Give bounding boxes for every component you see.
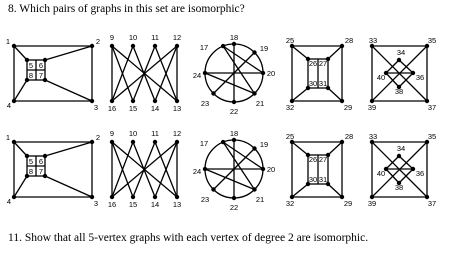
vertex xyxy=(397,154,401,158)
edge xyxy=(328,46,342,59)
vertex-label: 23 xyxy=(200,195,210,204)
edge xyxy=(14,46,27,60)
vertex xyxy=(203,71,207,75)
vertex-label: 14 xyxy=(150,104,160,113)
vertex xyxy=(153,44,157,48)
vertex xyxy=(43,78,47,82)
vertex xyxy=(175,44,179,48)
vertex xyxy=(43,154,47,158)
vertex xyxy=(131,99,135,103)
vertex xyxy=(131,140,135,144)
vertex xyxy=(175,140,179,144)
edge xyxy=(14,80,27,101)
vertex-label: 38 xyxy=(394,183,404,192)
vertex xyxy=(131,44,135,48)
vertex xyxy=(411,167,415,171)
vertex xyxy=(12,99,16,103)
vertex-label: 34 xyxy=(396,144,406,153)
vertex-label: 23 xyxy=(200,99,210,108)
vertex xyxy=(12,195,16,199)
vertex-label: 39 xyxy=(367,199,377,208)
vertex-label: 13 xyxy=(172,104,182,113)
vertex-label: 9 xyxy=(109,33,115,42)
vertex-label: 34 xyxy=(396,48,406,57)
vertex xyxy=(90,140,94,144)
vertex-label: 17 xyxy=(199,139,209,148)
graph-3 xyxy=(193,33,275,116)
vertex-label: 21 xyxy=(255,99,265,108)
edge xyxy=(45,176,92,197)
graph-5 xyxy=(368,36,436,112)
vertex xyxy=(12,44,16,48)
vertex-label: 22 xyxy=(229,203,239,212)
vertex xyxy=(221,140,225,144)
vertex xyxy=(12,140,16,144)
vertex xyxy=(110,44,114,48)
edge xyxy=(292,88,308,101)
graph-4 xyxy=(286,132,353,208)
vertex-label: 29 xyxy=(343,103,353,112)
vertex-label: 25 xyxy=(285,36,295,45)
vertex-label: 13 xyxy=(172,200,182,209)
vertex-label: 2 xyxy=(95,133,101,142)
vertex-label: 2 xyxy=(95,37,101,46)
edge xyxy=(223,142,263,169)
vertex-label: 30 xyxy=(308,175,318,184)
vertex xyxy=(203,167,207,171)
vertex xyxy=(261,71,265,75)
vertex xyxy=(110,195,114,199)
vertex xyxy=(261,167,265,171)
vertex-label: 31 xyxy=(318,175,328,184)
vertex xyxy=(211,91,215,95)
vertex-label: 31 xyxy=(318,79,328,88)
vertex xyxy=(340,140,344,144)
vertex xyxy=(175,99,179,103)
vertex-label: 19 xyxy=(259,44,269,53)
vertex-label: 10 xyxy=(128,129,138,138)
vertex-label: 39 xyxy=(367,103,377,112)
vertex xyxy=(110,99,114,103)
vertex-label: 4 xyxy=(6,197,12,206)
vertex-label: 35 xyxy=(427,36,437,45)
vertex xyxy=(252,50,256,54)
vertex-label: 1 xyxy=(5,37,11,46)
vertex-label: 35 xyxy=(427,132,437,141)
edge xyxy=(45,46,92,60)
vertex xyxy=(232,100,236,104)
vertex xyxy=(131,195,135,199)
vertex-label: 27 xyxy=(318,59,328,68)
vertex-label: 9 xyxy=(109,129,115,138)
vertex-label: 16 xyxy=(107,200,117,209)
question-11: 11. Show that all 5-vertex graphs with each vertex of degree 2 are isomorphic. xyxy=(8,232,369,244)
graph-1 xyxy=(6,133,100,208)
vertex xyxy=(340,44,344,48)
vertex-label: 8 xyxy=(28,71,34,80)
graph-1 xyxy=(6,37,100,112)
vertex-label: 40 xyxy=(376,169,386,178)
vertex-label: 29 xyxy=(343,199,353,208)
vertex-label: 32 xyxy=(285,103,295,112)
graph-4 xyxy=(286,36,353,112)
vertex-label: 18 xyxy=(229,33,239,42)
vertex-label: 26 xyxy=(308,155,318,164)
graph-3 xyxy=(193,129,275,212)
vertex-label: 3 xyxy=(93,103,99,112)
vertex xyxy=(252,91,256,95)
vertex-label: 32 xyxy=(285,199,295,208)
edge xyxy=(292,46,308,59)
vertex xyxy=(153,99,157,103)
vertex-label: 14 xyxy=(150,200,160,209)
vertex-label: 6 xyxy=(38,61,44,70)
edge xyxy=(328,184,342,197)
question-8: 8. Which pairs of graphs in this set are isomorphic? xyxy=(8,3,245,15)
vertex-label: 12 xyxy=(172,129,182,138)
edge xyxy=(14,142,27,156)
vertex-label: 3 xyxy=(93,199,99,208)
vertex-label: 20 xyxy=(266,165,276,174)
vertex-label: 40 xyxy=(376,73,386,82)
vertex-label: 18 xyxy=(229,129,239,138)
edge xyxy=(45,142,92,156)
vertex xyxy=(43,174,47,178)
vertex xyxy=(397,58,401,62)
vertex-label: 6 xyxy=(38,157,44,166)
vertex-label: 7 xyxy=(38,167,44,176)
vertex-label: 28 xyxy=(344,132,354,141)
vertex-label: 15 xyxy=(128,104,138,113)
vertex-label: 12 xyxy=(172,33,182,42)
edge xyxy=(328,88,342,101)
vertex-label: 20 xyxy=(266,69,276,78)
vertex-label: 1 xyxy=(5,133,11,142)
vertex-label: 11 xyxy=(151,33,159,42)
vertex xyxy=(110,140,114,144)
vertex-label: 26 xyxy=(308,59,318,68)
vertex-label: 11 xyxy=(151,129,159,138)
vertex xyxy=(252,187,256,191)
vertex-label: 37 xyxy=(427,103,437,112)
vertex-label: 33 xyxy=(368,132,378,141)
vertex-label: 16 xyxy=(107,104,117,113)
vertex-label: 27 xyxy=(318,155,328,164)
vertex xyxy=(43,58,47,62)
vertex-label: 8 xyxy=(28,167,34,176)
vertex-label: 17 xyxy=(199,43,209,52)
vertex-label: 4 xyxy=(6,101,12,110)
edge xyxy=(292,142,308,155)
vertex-label: 22 xyxy=(229,107,239,116)
vertex-label: 30 xyxy=(308,79,318,88)
vertex xyxy=(153,195,157,199)
graph-2 xyxy=(108,129,181,209)
vertex xyxy=(232,42,236,46)
vertex-label: 15 xyxy=(128,200,138,209)
edge xyxy=(328,142,342,155)
vertex xyxy=(221,44,225,48)
edge xyxy=(45,80,92,101)
vertex-label: 36 xyxy=(415,73,425,82)
vertex-label: 21 xyxy=(255,195,265,204)
vertex-label: 5 xyxy=(28,157,34,166)
edge xyxy=(292,184,308,197)
vertex xyxy=(90,44,94,48)
vertex xyxy=(232,196,236,200)
vertex-label: 5 xyxy=(28,61,34,70)
vertex-label: 19 xyxy=(259,140,269,149)
vertex-label: 24 xyxy=(192,167,202,176)
vertex-label: 38 xyxy=(394,87,404,96)
vertex-label: 24 xyxy=(192,71,202,80)
graph-2 xyxy=(108,33,181,113)
edge xyxy=(223,46,263,73)
vertex xyxy=(232,138,236,142)
vertex xyxy=(175,195,179,199)
vertex-label: 36 xyxy=(415,169,425,178)
vertex xyxy=(153,140,157,144)
vertex-label: 25 xyxy=(285,132,295,141)
vertex xyxy=(252,146,256,150)
vertex-label: 28 xyxy=(344,36,354,45)
graph-5 xyxy=(368,132,436,208)
vertex-label: 10 xyxy=(128,33,138,42)
edge xyxy=(14,176,27,197)
vertex-label: 37 xyxy=(427,199,437,208)
vertex xyxy=(411,71,415,75)
vertex-label: 7 xyxy=(38,71,44,80)
vertex xyxy=(211,187,215,191)
vertex-label: 33 xyxy=(368,36,378,45)
